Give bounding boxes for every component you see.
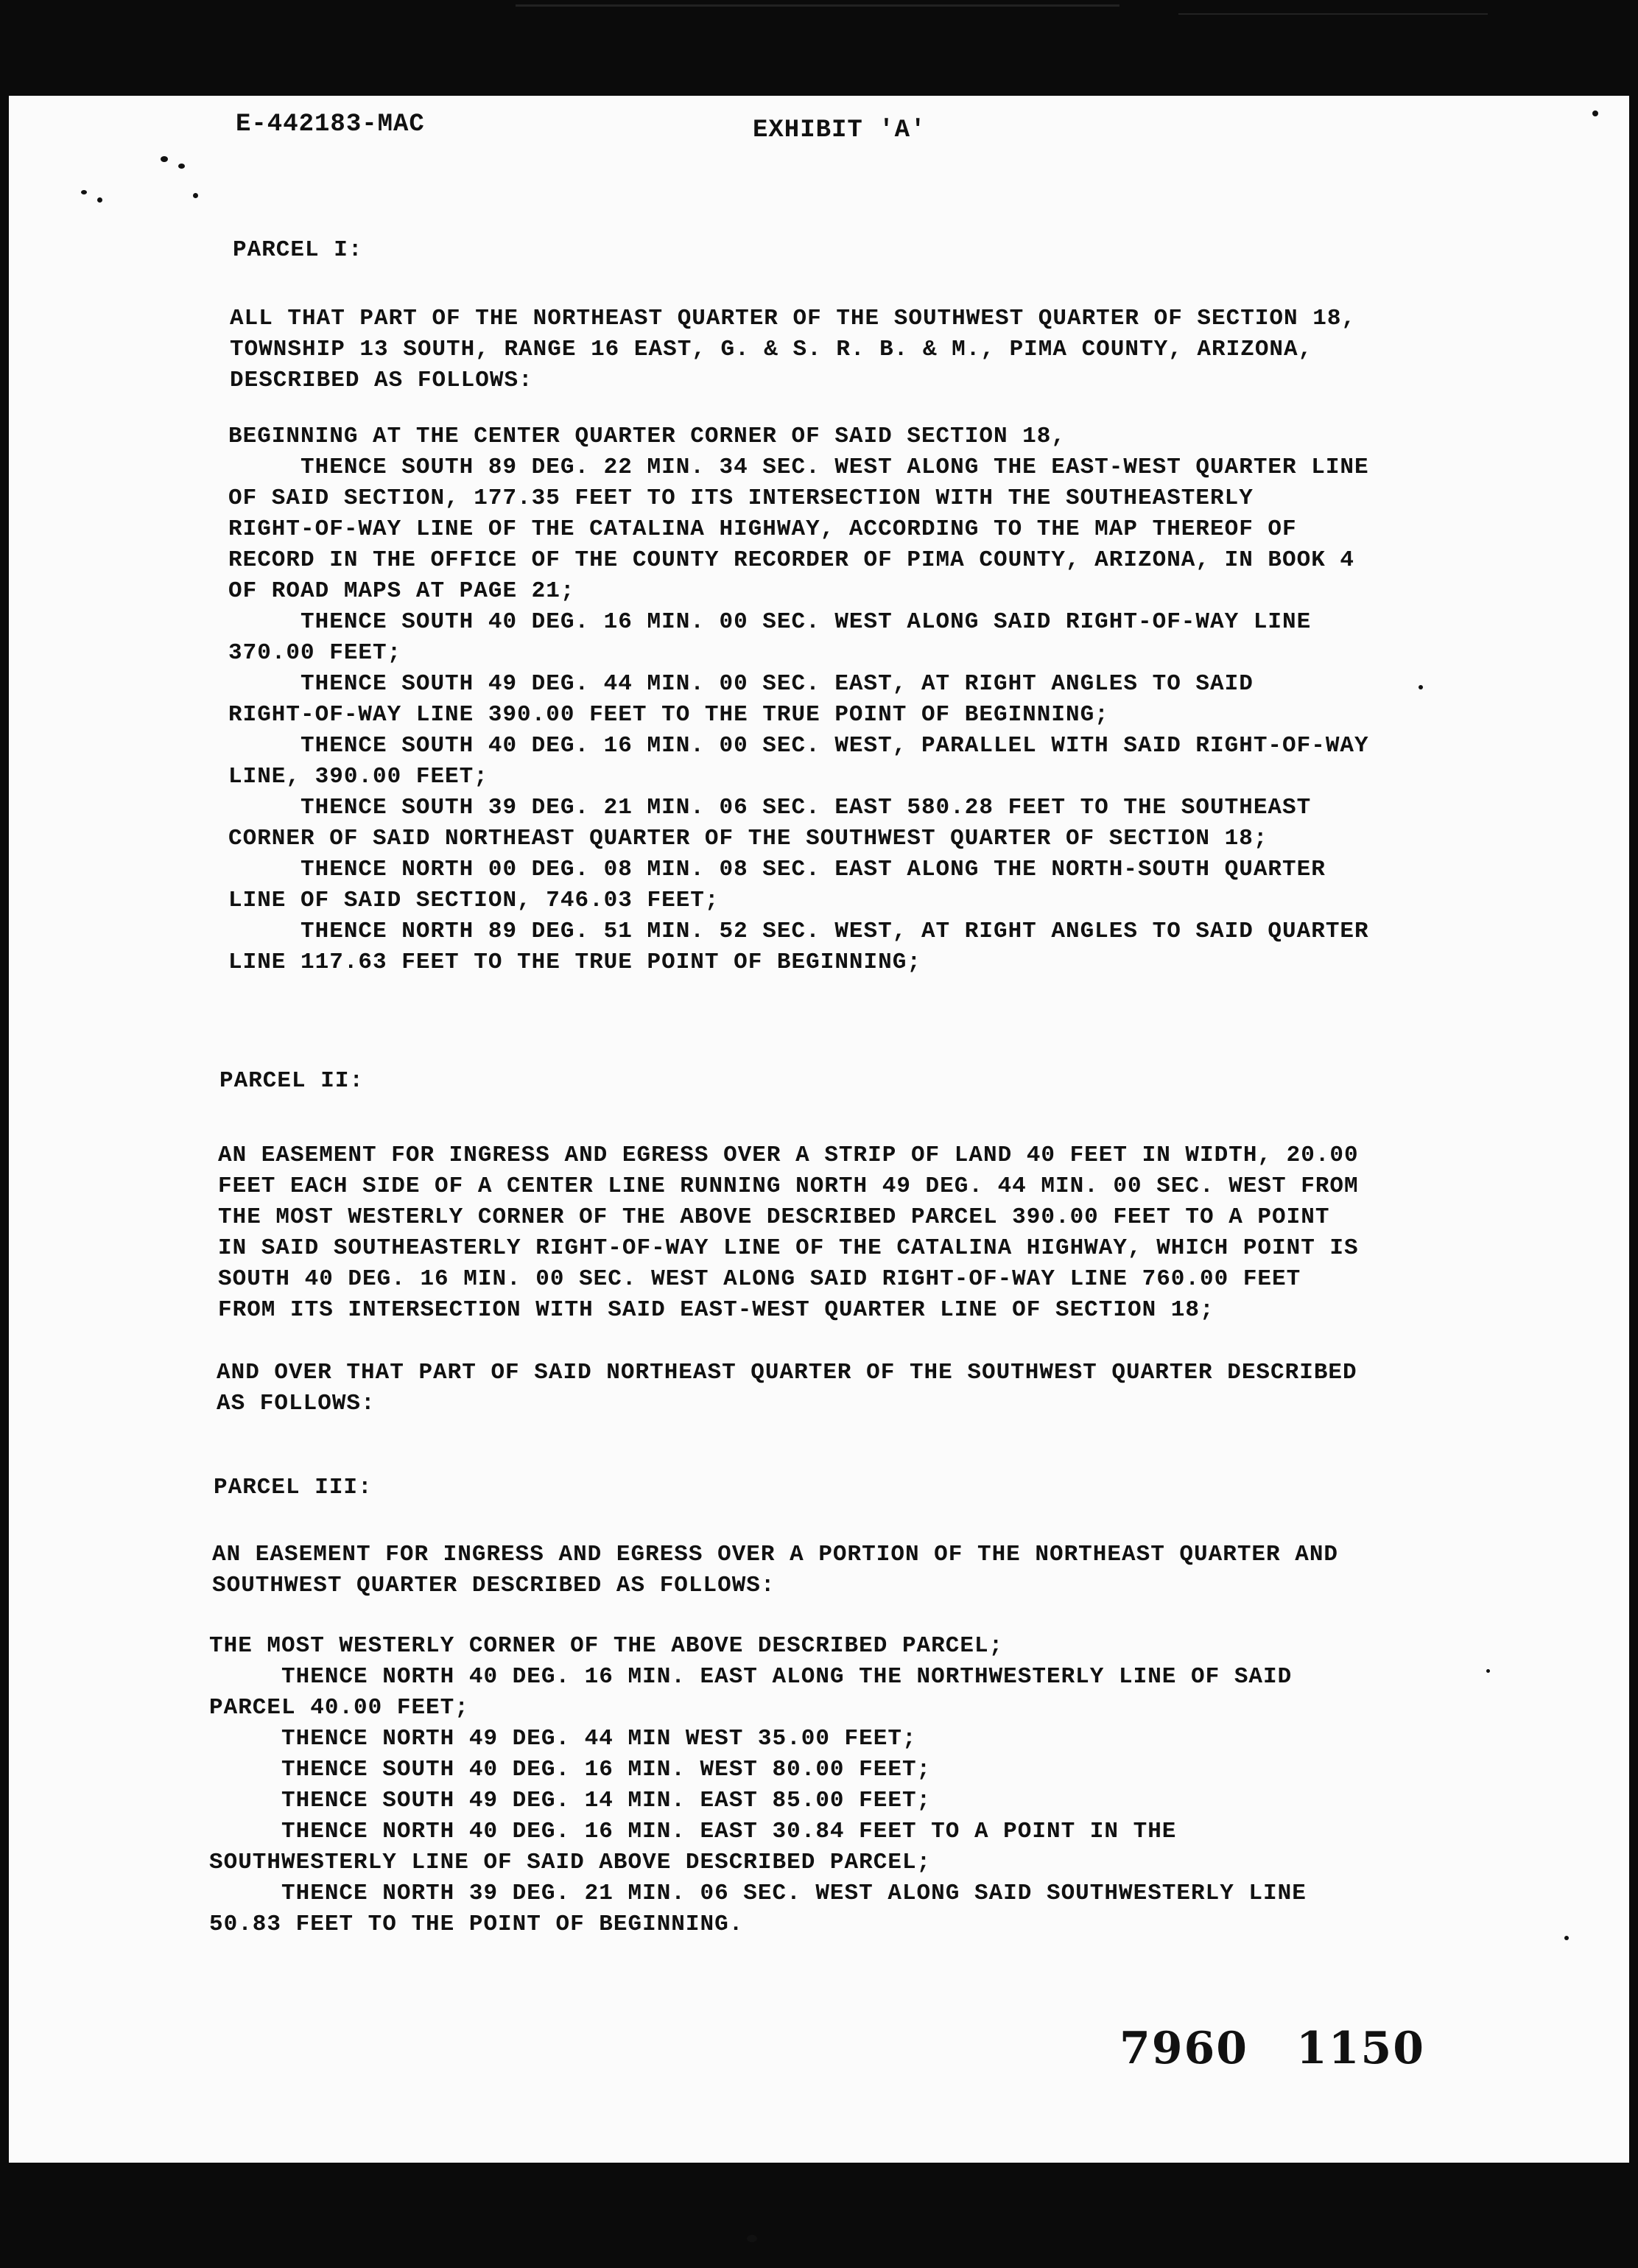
text-line: 50.83 FEET TO THE POINT OF BEGINNING.	[209, 1911, 744, 1937]
scan-speck	[1564, 1936, 1569, 1940]
text-line: RIGHT-OF-WAY LINE OF THE CATALINA HIGHWAY, ACCORDING TO THE MAP THEREOF OF	[228, 516, 1297, 542]
text-line: THENCE SOUTH 40 DEG. 16 MIN. WEST 80.00 FEET;	[209, 1757, 932, 1783]
exhibit-title: EXHIBIT 'A'	[753, 116, 927, 144]
text-line: BEGINNING AT THE CENTER QUARTER CORNER OF SAID SECTION 18,	[228, 424, 1066, 449]
scan-speck	[97, 197, 102, 203]
scan-speck	[1592, 110, 1598, 116]
text-line: THENCE NORTH 40 DEG. 16 MIN. EAST ALONG THE NORTHWESTERLY LINE OF SAID	[209, 1664, 1293, 1690]
scan-speck	[178, 164, 185, 169]
parcel-2-extra	[217, 1358, 1357, 1419]
text-line: TOWNSHIP 13 SOUTH, RANGE 16 EAST, G. & S. R. B. & M., PIMA COUNTY, ARIZONA,	[230, 337, 1313, 362]
page-number: 1150	[1296, 2023, 1425, 2074]
text-line: AN EASEMENT FOR INGRESS AND EGRESS OVER A STRIP OF LAND 40 FEET IN WIDTH, 20.00	[218, 1142, 1359, 1168]
text-line: THENCE NORTH 00 DEG. 08 MIN. 08 SEC. EAST ALONG THE NORTH-SOUTH QUARTER	[228, 857, 1326, 882]
text-line: FROM ITS INTERSECTION WITH SAID EAST-WEST QUARTER LINE OF SECTION 18;	[218, 1297, 1215, 1323]
text-line: FEET EACH SIDE OF A CENTER LINE RUNNING NORTH 49 DEG. 44 MIN. 00 SEC. WEST FROM	[218, 1173, 1359, 1199]
parcel-1-body	[228, 421, 1369, 978]
scan-speck	[1486, 1669, 1490, 1673]
text-line: THENCE SOUTH 40 DEG. 16 MIN. 00 SEC. WEST ALONG SAID RIGHT-OF-WAY LINE	[228, 609, 1312, 635]
parcel-3-description	[212, 1539, 1338, 1601]
text-line: AN EASEMENT FOR INGRESS AND EGRESS OVER A PORTION OF THE NORTHEAST QUARTER AND	[212, 1542, 1339, 1567]
text-line: RIGHT-OF-WAY LINE 390.00 FEET TO THE TRUE POINT OF BEGINNING;	[228, 702, 1109, 728]
text-line: OF ROAD MAPS AT PAGE 21;	[228, 578, 575, 604]
parcel-3-heading: PARCEL III:	[214, 1475, 373, 1500]
text-line: THENCE NORTH 89 DEG. 51 MIN. 52 SEC. WEST, AT RIGHT ANGLES TO SAID QUARTER	[228, 919, 1369, 944]
text-line: THENCE SOUTH 49 DEG. 14 MIN. EAST 85.00 FEET;	[209, 1788, 932, 1814]
parcel-2-body	[218, 1140, 1359, 1326]
scan-speck	[1419, 685, 1423, 689]
text-line: IN SAID SOUTHEASTERLY RIGHT-OF-WAY LINE OF THE CATALINA HIGHWAY, WHICH POINT IS	[218, 1235, 1359, 1261]
text-line: PARCEL 40.00 FEET;	[209, 1695, 469, 1721]
text-line: SOUTHWEST QUARTER DESCRIBED AS FOLLOWS:	[212, 1573, 776, 1598]
book-number: 7960	[1119, 2023, 1248, 2074]
text-line: THE MOST WESTERLY CORNER OF THE ABOVE DESCRIBED PARCEL;	[209, 1633, 1004, 1659]
text-line: ALL THAT PART OF THE NORTHEAST QUARTER OF THE SOUTHWEST QUARTER OF SECTION 18,	[230, 306, 1357, 331]
text-line: LINE, 390.00 FEET;	[228, 764, 488, 790]
parcel-3-body	[209, 1631, 1307, 1940]
text-line: OF SAID SECTION, 177.35 FEET TO ITS INTERSECTION WITH THE SOUTHEASTERLY	[228, 485, 1254, 511]
text-line: AND OVER THAT PART OF SAID NORTHEAST QUARTER OF THE SOUTHWEST QUARTER DESCRIBED	[217, 1360, 1357, 1386]
top-edge-noise	[1178, 13, 1488, 15]
scan-speck	[161, 156, 168, 162]
text-line: THENCE NORTH 40 DEG. 16 MIN. EAST 30.84 FEET TO A POINT IN THE	[209, 1819, 1177, 1844]
text-line: SOUTH 40 DEG. 16 MIN. 00 SEC. WEST ALONG SAID RIGHT-OF-WAY LINE 760.00 FEET	[218, 1266, 1301, 1292]
text-line: THENCE SOUTH 39 DEG. 21 MIN. 06 SEC. EAST 580.28 FEET TO THE SOUTHEAST	[228, 795, 1312, 821]
text-line: LINE 117.63 FEET TO THE TRUE POINT OF BEGINNING;	[228, 949, 921, 975]
top-edge-noise	[516, 4, 1119, 7]
text-line: THENCE NORTH 39 DEG. 21 MIN. 06 SEC. WEST ALONG SAID SOUTHWESTERLY LINE	[209, 1881, 1307, 1906]
text-line: THENCE NORTH 49 DEG. 44 MIN WEST 35.00 FEET;	[209, 1726, 917, 1752]
text-line: THENCE SOUTH 49 DEG. 44 MIN. 00 SEC. EAST, AT RIGHT ANGLES TO SAID	[228, 671, 1254, 697]
text-line: THE MOST WESTERLY CORNER OF THE ABOVE DESCRIBED PARCEL 390.00 FEET TO A POINT	[218, 1204, 1330, 1230]
text-line: RECORD IN THE OFFICE OF THE COUNTY RECORDER OF PIMA COUNTY, ARIZONA, IN BOOK 4	[228, 547, 1355, 573]
text-line: SOUTHWESTERLY LINE OF SAID ABOVE DESCRIBED PARCEL;	[209, 1850, 932, 1875]
text-line: THENCE SOUTH 89 DEG. 22 MIN. 34 SEC. WEST ALONG THE EAST-WEST QUARTER LINE	[228, 454, 1369, 480]
scan-speck	[747, 2235, 757, 2242]
scan-speck	[81, 190, 87, 194]
parcel-1-heading: PARCEL I:	[233, 237, 363, 263]
document-id: E-442183-MAC	[236, 110, 425, 138]
text-line: DESCRIBED AS FOLLOWS:	[230, 368, 533, 393]
text-line: THENCE SOUTH 40 DEG. 16 MIN. 00 SEC. WEST, PARALLEL WITH SAID RIGHT-OF-WAY	[228, 733, 1369, 759]
scan-speck	[193, 193, 198, 198]
text-line: CORNER OF SAID NORTHEAST QUARTER OF THE SOUTHWEST QUARTER OF SECTION 18;	[228, 826, 1268, 852]
text-line: LINE OF SAID SECTION, 746.03 FEET;	[228, 888, 720, 913]
parcel-2-heading: PARCEL II:	[219, 1068, 365, 1094]
text-line: AS FOLLOWS:	[217, 1391, 376, 1416]
parcel-1-description	[230, 303, 1356, 396]
text-line: 370.00 FEET;	[228, 640, 402, 666]
